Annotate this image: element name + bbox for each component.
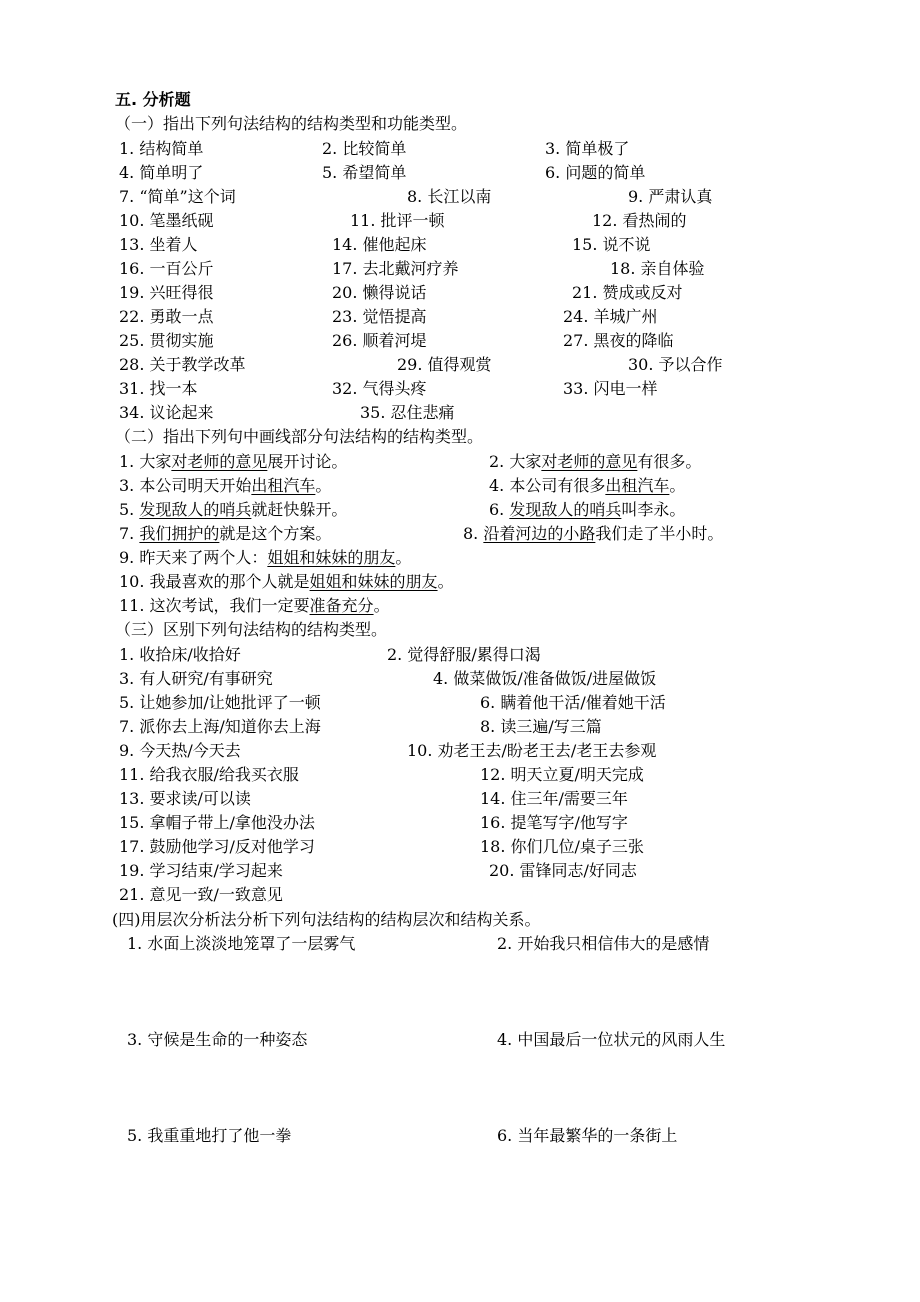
part1-item: 13. 坐着人 (119, 235, 198, 254)
underlined-phrase: 发现敌人的哨兵 (139, 500, 252, 519)
underlined-phrase: 出租汽车 (605, 476, 670, 495)
part3-item: 16. 提笔写字/他写字 (480, 813, 628, 832)
part4-item-4: 4. 中国最后一位状元的风雨人生 (497, 1030, 726, 1049)
part1-item: 7. “简单”这个词 (119, 187, 236, 206)
part1-item: 2. 比较简单 (322, 139, 407, 158)
part2-item-7 (119, 522, 331, 546)
part1-item: 21. 赞成或反对 (572, 283, 683, 302)
part2-item-10 (119, 570, 454, 594)
part3-item: 7. 派你去上海/知道你去上海 (119, 717, 321, 736)
part2-item-5 (119, 498, 347, 522)
item-text: 6. (489, 500, 510, 519)
underlined-phrase: 出租汽车 (251, 476, 316, 495)
item-text: 。 (437, 572, 454, 591)
part4-heading: (四)用层次分析法分析下列句法结构的结构层次和结构关系。 (112, 910, 541, 929)
part1-item: 19. 兴旺得很 (119, 283, 214, 302)
item-text: 11. 这次考试，我们一定要 (119, 596, 310, 615)
part1-item: 24. 羊城广州 (563, 307, 658, 326)
item-text: 1. 大家 (119, 452, 172, 471)
part1-item: 11. 批评一顿 (350, 211, 445, 230)
part1-item: 35. 忍住悲痛 (360, 403, 455, 422)
item-text: 7. (119, 524, 140, 543)
part1-item: 26. 顺着河堤 (332, 331, 427, 350)
part1-item: 10. 笔墨纸砚 (119, 211, 214, 230)
underlined-phrase: 发现敌人的哨兵 (509, 500, 622, 519)
part3-item: 14. 住三年/需要三年 (480, 789, 628, 808)
item-text: 8. (463, 524, 484, 543)
underlined-phrase: 姐姐和妹妹的朋友 (267, 548, 396, 567)
underlined-phrase: 我们拥护的 (139, 524, 220, 543)
part3-item: 19. 学习结束/学习起来 (119, 861, 283, 880)
part2-item-4 (489, 474, 685, 498)
underlined-phrase: 沿着河边的小路 (483, 524, 596, 543)
part3-item: 9. 今天热/今天去 (119, 741, 241, 760)
part1-item: 29. 值得观赏 (397, 355, 492, 374)
part1-item: 17. 去北戴河疗养 (332, 259, 459, 278)
part1-item: 1. 结构简单 (119, 139, 204, 158)
part4-item-6: 6. 当年最繁华的一条街上 (497, 1126, 678, 1145)
item-text: 。 (395, 548, 412, 567)
item-text: 有很多。 (637, 452, 702, 471)
part3-item: 3. 有人研究/有事研究 (119, 669, 273, 688)
item-text: 我们走了半小时。 (595, 524, 724, 543)
underlined-phrase: 姐姐和妹妹的朋友 (309, 572, 438, 591)
part3-item: 21. 意见一致/一致意见 (119, 885, 283, 904)
part4-item-2: 2. 开始我只相信伟大的是感情 (497, 934, 710, 953)
item-text: 4. 本公司有很多 (489, 476, 606, 495)
part1-item: 15. 说不说 (572, 235, 651, 254)
part3-item: 20. 雷锋同志/好同志 (489, 861, 637, 880)
part1-item: 9. 严肃认真 (628, 187, 713, 206)
part1-item: 20. 懒得说话 (332, 283, 427, 302)
part3-item: 8. 读三遍/写三篇 (480, 717, 602, 736)
part1-item: 25. 贯彻实施 (119, 331, 214, 350)
part1-item: 27. 黑夜的降临 (563, 331, 674, 350)
part1-item: 4. 简单明了 (119, 163, 204, 182)
item-text: 就是这个方案。 (219, 524, 332, 543)
item-text: 。 (315, 476, 332, 495)
part2-item-6 (489, 498, 685, 522)
part2-heading: （二）指出下列句中画线部分句法结构的结构类型。 (115, 427, 484, 446)
item-text: 叫李永。 (621, 500, 686, 519)
part1-item: 22. 勇敢一点 (119, 307, 214, 326)
item-text: 。 (669, 476, 686, 495)
item-text: 9. 昨天来了两个人： (119, 548, 268, 567)
part1-item: 32. 气得头疼 (332, 379, 427, 398)
part1-item: 12. 看热闹的 (592, 211, 687, 230)
part3-item: 4. 做菜做饭/准备做饭/进屋做饭 (433, 669, 657, 688)
part1-item: 23. 觉悟提高 (332, 307, 427, 326)
part3-item: 1. 收拾床/收拾好 (119, 645, 241, 664)
underlined-phrase: 对老师的意见 (541, 452, 638, 471)
part1-item: 5. 希望简单 (322, 163, 407, 182)
part3-item: 11. 给我衣服/给我买衣服 (119, 765, 299, 784)
section-title: 五. 分析题 (115, 90, 191, 109)
part2-item-8 (463, 522, 723, 546)
part3-item: 18. 你们几位/桌子三张 (480, 837, 644, 856)
part2-item-2 (489, 450, 701, 474)
part3-item: 2. 觉得舒服/累得口渴 (387, 645, 541, 664)
part3-item: 13. 要求读/可以读 (119, 789, 251, 808)
part1-item: 6. 问题的简单 (545, 163, 646, 182)
part2-item-9 (119, 546, 411, 570)
part3-item: 12. 明天立夏/明天完成 (480, 765, 644, 784)
part1-item: 31. 找一本 (119, 379, 198, 398)
part1-item: 28. 关于教学改革 (119, 355, 246, 374)
item-text: 就赶快躲开。 (251, 500, 348, 519)
part3-item: 5. 让她参加/让她批评了一顿 (119, 693, 321, 712)
part1-item: 8. 长江以南 (407, 187, 492, 206)
part3-item: 6. 瞒着他干活/催着她干活 (480, 693, 666, 712)
part1-heading: （一）指出下列句法结构的结构类型和功能类型。 (115, 114, 468, 133)
item-text: 3. 本公司明天开始 (119, 476, 252, 495)
part3-item: 10. 劝老王去/盼老王去/老王去参观 (407, 741, 657, 760)
part2-item-3 (119, 474, 331, 498)
underlined-phrase: 对老师的意见 (171, 452, 268, 471)
item-text: 5. (119, 500, 140, 519)
part2-item-1 (119, 450, 347, 474)
part4-item-3: 3. 守候是生命的一种姿态 (127, 1030, 308, 1049)
item-text: 10. 我最喜欢的那个人就是 (119, 572, 310, 591)
part1-item: 34. 议论起来 (119, 403, 214, 422)
part2-item-11 (119, 594, 390, 618)
part1-item: 3. 简单极了 (545, 139, 630, 158)
part3-item: 17. 鼓励他学习/反对他学习 (119, 837, 315, 856)
item-text: 。 (373, 596, 390, 615)
underlined-phrase: 准备充分 (309, 596, 374, 615)
part3-item: 15. 拿帽子带上/拿他没办法 (119, 813, 315, 832)
item-text: 2. 大家 (489, 452, 542, 471)
part4-item-5: 5. 我重重地打了他一拳 (127, 1126, 292, 1145)
part3-heading: （三）区别下列句法结构的结构类型。 (115, 620, 388, 639)
part1-item: 18. 亲自体验 (610, 259, 705, 278)
part1-item: 33. 闪电一样 (563, 379, 658, 398)
part1-item: 14. 催他起床 (332, 235, 427, 254)
part1-item: 16. 一百公斤 (119, 259, 214, 278)
part4-item-1: 1. 水面上淡淡地笼罩了一层雾气 (127, 934, 356, 953)
part1-item: 30. 予以合作 (628, 355, 723, 374)
item-text: 展开讨论。 (267, 452, 348, 471)
